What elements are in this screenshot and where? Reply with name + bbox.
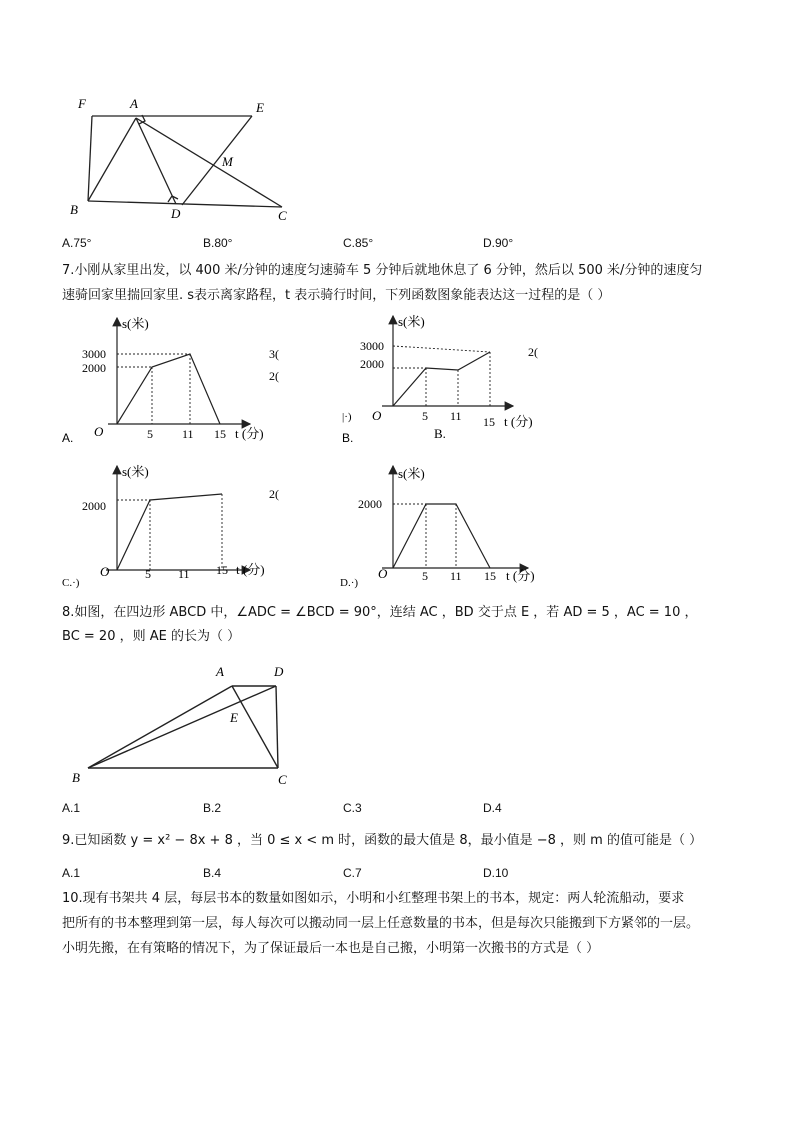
q7-stem-line2: 速骑回家里揣回家里. s表示离家路程，t 表示骑行时间，下列函数图象能表达这一过程的是（ ） — [62, 288, 611, 303]
graph-d-xtick-11: 11 — [450, 569, 462, 583]
q6-option-b[interactable]: B.80° — [203, 236, 233, 250]
graph-c-origin: O — [100, 564, 110, 579]
q7-graph-c — [60, 458, 290, 592]
graph-c-xtick-5: 5 — [145, 567, 151, 581]
q8-point-d: D — [274, 664, 284, 679]
graph-b-ytick-3000: 3000 — [360, 339, 384, 353]
q8-stem-line1: 8.如图，在四边形 ABCD 中，∠ADC = ∠BCD = 90°，连结 AC ，BD 交于点 E ，若 AD = 5 ，AC = 10 ， — [62, 605, 698, 620]
q8-option-c[interactable]: C.3 — [343, 801, 362, 815]
q9-option-c[interactable]: C.7 — [343, 866, 362, 880]
q9-stem: 9.已知函数 y = x² − 8x + 8 ，当 0 ≤ x < m 时，函数的最大值是 8，最小值是 −8 ，则 m 的值可能是（ ） — [62, 833, 703, 848]
point-b: B — [70, 202, 78, 217]
graph-a-curve — [117, 354, 220, 424]
graph-d-x-label: t (分) — [506, 568, 535, 583]
graph-a-xtick-15: 15 — [214, 427, 226, 441]
segment-bd-q8 — [88, 686, 276, 768]
q9-option-b[interactable]: B.4 — [203, 866, 222, 880]
q10-stem-line1: 10.现有书架共 4 层，每层书本的数量如图如示，小明和小红整理书架上的书本，规定：两人轮流船动，要求 — [62, 891, 685, 906]
graph-a-xtick-5: 5 — [147, 427, 153, 441]
graph-c-x-label: t (分) — [236, 562, 265, 577]
q8-point-a: A — [216, 664, 224, 679]
graph-a-ytick-2000: 2000 — [82, 361, 106, 375]
graph-a-y-label: s(米) — [122, 316, 149, 331]
graph-b-letter: B. — [342, 431, 354, 445]
segment-ec — [182, 116, 252, 205]
q8-option-b[interactable]: B.2 — [203, 801, 222, 815]
graph-a-stray-1: 3( — [269, 347, 279, 361]
segment-dc-q8 — [276, 686, 278, 768]
graph-d-ytick-2000: 2000 — [358, 497, 382, 511]
graph-b-xtick-5: 5 — [422, 409, 428, 423]
q8-point-b: B — [72, 770, 80, 785]
graph-b-y-label: s(米) — [398, 314, 425, 329]
graph-d-left-frag: D.·) — [340, 577, 359, 589]
graph-a-ytick-3000: 3000 — [82, 347, 106, 361]
graph-b-xtick-11: 11 — [450, 409, 462, 423]
graph-c-xtick-15: 15 — [216, 563, 228, 577]
q9-option-d[interactable]: D.10 — [483, 866, 509, 880]
point-m: M — [222, 154, 233, 169]
point-c: C — [278, 208, 287, 223]
q10-stem-line3: 小明先搬，在有策略的情况下，为了保证最后一本也是自己搬，小明第一次搬书的方式是（ ） — [62, 941, 600, 956]
graph-d-xtick-5: 5 — [422, 569, 428, 583]
q8-option-d[interactable]: D.4 — [483, 801, 502, 815]
segment-ab — [88, 118, 136, 201]
q7-graph-d — [338, 458, 558, 592]
graph-a-letter: A. — [62, 431, 74, 445]
q8-option-a[interactable]: A.1 — [62, 801, 81, 815]
graph-c-stray-1: 2( — [269, 487, 279, 501]
graph-c-y-label: s(米) — [122, 464, 149, 479]
q7-graph-b — [338, 310, 558, 448]
segment-fb — [88, 116, 92, 201]
graph-a-x-label: t (分) — [235, 426, 264, 441]
graph-c-curve — [117, 494, 222, 570]
graph-a-stray-2: 2( — [269, 369, 279, 383]
q6-option-a[interactable]: A.75° — [62, 236, 92, 250]
q7-stem-line1: 7.小刚从家里出发，以 400 米/分钟的速度匀速骑车 5 分钟后就地休息了 6 分钟，然后以 500 米/分钟的速度匀 — [62, 263, 703, 278]
graph-d-curve — [393, 504, 490, 568]
q10-stem-line2: 把所有的书本整理到第一层，每人每次可以搬动同一层上任意数量的书本，但是每次只能搬到下方紧邻的一层。 — [62, 916, 700, 931]
graph-b-left-frag: |·) — [342, 411, 352, 423]
q7-graph-a — [60, 312, 290, 450]
graph-a-xtick-11: 11 — [182, 427, 194, 441]
q6-figure — [60, 92, 310, 224]
graph-c-ytick-2000: 2000 — [82, 499, 106, 513]
graph-c-left-frag: C.·) — [62, 577, 80, 589]
segment-ac-q8 — [232, 686, 278, 768]
graph-b-x-label: t (分) — [504, 414, 533, 429]
graph-a-origin: O — [94, 424, 104, 439]
graph-d-y-label: s(米) — [398, 466, 425, 481]
graph-b-stray-2: B. — [434, 426, 446, 441]
q6-option-d[interactable]: D.90° — [483, 236, 514, 250]
q8-point-e: E — [230, 710, 238, 725]
q6-option-c[interactable]: C.85° — [343, 236, 374, 250]
graph-b-stray-1: 2( — [528, 345, 538, 359]
graph-b-xtick-15: 15 — [483, 415, 495, 429]
point-e: E — [256, 100, 264, 115]
graph-d-origin: O — [378, 566, 388, 581]
graph-b-curve — [393, 352, 490, 406]
graph-c-xtick-11: 11 — [178, 567, 190, 581]
graph-b-ytick-2000: 2000 — [360, 357, 384, 371]
q8-point-c: C — [278, 772, 287, 787]
graph-b-origin: O — [372, 408, 382, 423]
graph-d-xtick-15: 15 — [484, 569, 496, 583]
segment-ab-q8 — [88, 686, 232, 768]
q8-figure — [62, 658, 312, 793]
segment-ac — [136, 118, 282, 207]
point-f: F — [78, 96, 86, 111]
q9-option-a[interactable]: A.1 — [62, 866, 81, 880]
q8-stem-line2: BC = 20 ，则 AE 的长为（ ） — [62, 629, 241, 644]
point-a: A — [130, 96, 138, 111]
point-d: D — [171, 206, 181, 221]
